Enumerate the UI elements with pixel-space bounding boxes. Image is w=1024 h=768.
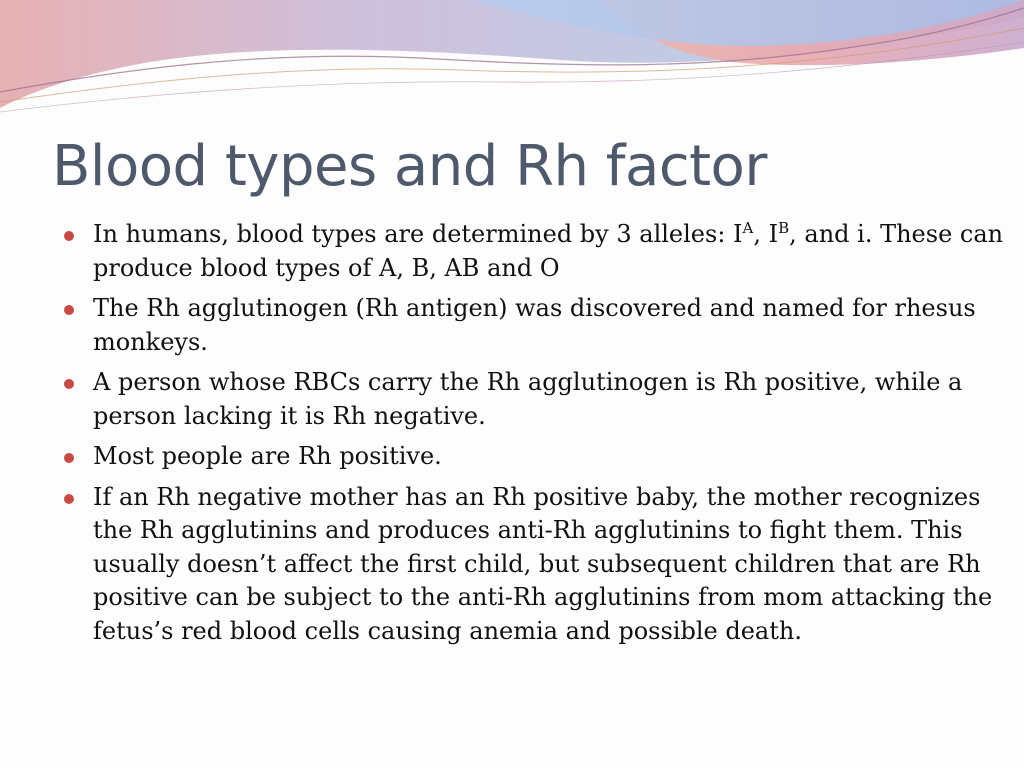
bullet-dot-icon <box>64 379 74 389</box>
superscript-a: A <box>742 219 754 237</box>
bullet-text: If an Rh negative mother has an Rh positive baby, the mother recognizes the Rh agglutinins and produces anti-Rh agglutinins to fight them. This usually doesn’t affect the first child, but subsequent children that are Rh positive can be subject to the anti-Rh agglutinins from mom attacking the fetus’s red blood cells causing anemia and possible death. <box>93 482 993 645</box>
bullet-dot-icon <box>64 231 74 241</box>
bullet-text: The Rh agglutinogen (Rh antigen) was discovered and named for rhesus monkeys. <box>93 294 976 356</box>
bullet-item-most-positive <box>0 440 1010 474</box>
bullet-dot-icon <box>64 305 74 315</box>
decorative-wave-banner <box>0 0 1024 130</box>
bullet-text-part: In humans, blood types are determined by 3 alleles: I <box>93 220 743 248</box>
bullet-text-part: , and i. These can produce blood types of A, B, AB and O <box>93 220 1004 282</box>
bullet-text: Most people are Rh positive. <box>93 442 442 470</box>
superscript-b: B <box>778 219 790 237</box>
bullet-text <box>93 218 1010 285</box>
bullet-item-rh-discovery <box>0 292 1010 359</box>
bullet-text: A person whose RBCs carry the Rh agglutinogen is Rh positive, while a person lacking it is Rh negative. <box>93 368 963 430</box>
bullet-item-rh-positive-negative <box>0 366 1010 433</box>
bullet-dot-icon <box>64 494 74 504</box>
slide-title: Blood types and Rh factor <box>52 134 767 199</box>
bullet-text-part: , I <box>753 220 779 248</box>
bullet-item-alleles <box>0 218 1010 285</box>
bullet-item-mother-baby <box>0 481 1010 649</box>
bullet-list <box>0 218 1010 655</box>
bullet-dot-icon <box>64 453 74 463</box>
